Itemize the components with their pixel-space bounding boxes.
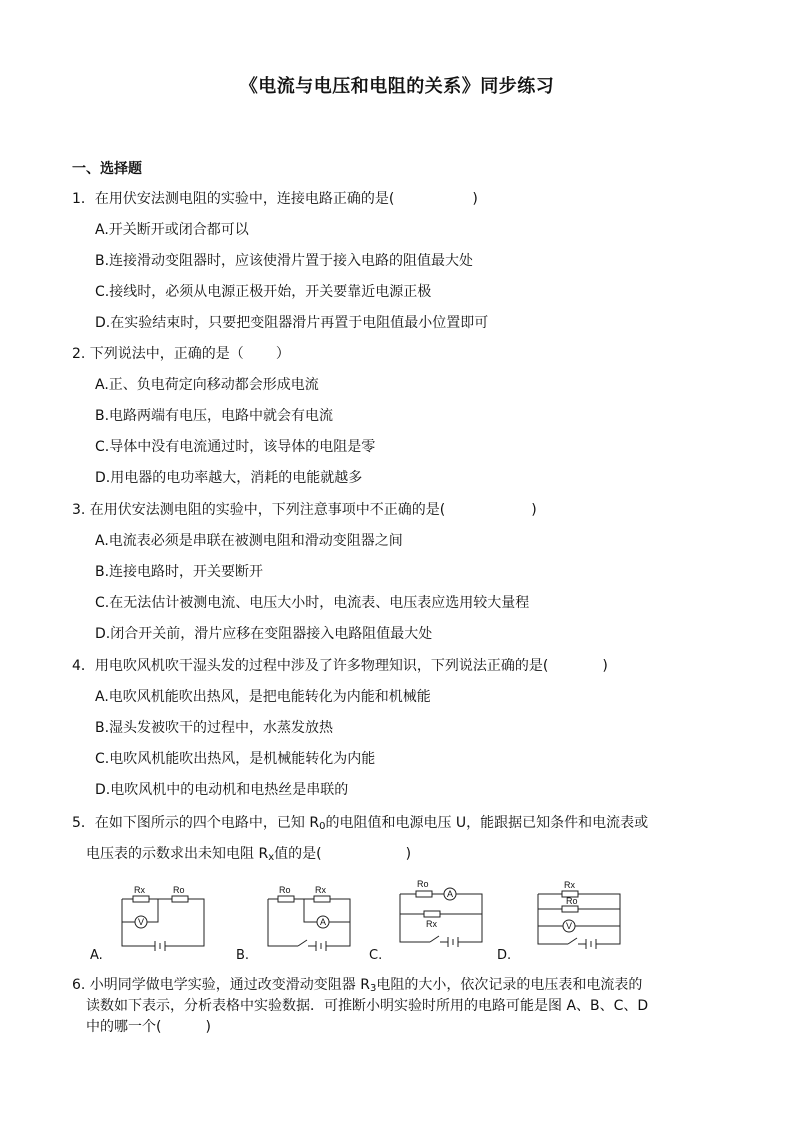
question-2-option-c: C.导体中没有电流通过时，该导体的电阻是零 [95,439,376,455]
page-title: 《电流与电压和电阻的关系》同步练习 [239,76,555,97]
circuit-b-diagram [264,884,359,952]
question-1-option-d: D.在实验结束时，只要把变阻器滑片再置于电阻值最小位置即可 [95,315,489,331]
circuit-a-diagram [118,884,213,952]
question-4-option-c: C.电吹风机能吹出热风，是机械能转化为内能 [95,751,376,767]
circuit-d-rx-label: Rx [564,880,575,890]
question-2-option-b: B.电路两端有电压，电路中就会有电流 [95,408,334,424]
question-1-option-c: C.接线时，必须从电源正极开始，开关要靠近电源正极 [95,284,432,300]
circuit-c-diagram [396,876,491,952]
circuit-a-voltmeter-label: V [138,917,145,927]
question-3-option-c: C.在无法估计被测电流、电压大小时，电流表、电压表应选用较大量程 [95,595,530,611]
question-4-option-b: B.湿头发被吹干的过程中，水蒸发放热 [95,720,334,736]
circuit-c-rx-label: Rx [426,919,437,929]
question-1-option-a: A.开关断开或闭合都可以 [95,222,249,238]
question-6-stem-line-3: 中的哪一个( ) [86,1019,211,1035]
question-2-option-a: A.正、负电荷定向移动都会形成电流 [95,377,319,393]
question-5-stem-line-2: 电压表的示数求出未知电阻 $R_x$值的是( ) [86,846,412,863]
circuit-d-diagram [534,880,629,952]
circuit-a-rx-label: Rx [134,885,145,895]
question-2-option-d: D.用电器的电功率越大，消耗的电能就越多 [95,470,363,486]
circuit-a-ro-label: Ro [173,885,185,895]
circuit-d-ro-label: Ro [566,896,578,906]
question-3-option-d: D.闭合开关前，滑片应移在变阻器接入电路阻值最大处 [95,626,433,642]
circuit-d-voltmeter-label: V [566,921,573,931]
question-4-option-a: A.电吹风机能吹出热风，是把电能转化为内能和机械能 [95,689,431,705]
circuit-c-ammeter-label: A [447,889,454,899]
circuit-b-rx-label: Rx [315,885,326,895]
circuit-b-ro-label: Ro [279,885,291,895]
question-3-option-a: A.电流表必须是串联在被测电阻和滑动变阻器之间 [95,533,403,549]
question-3-option-b: B.连接电路时，开关要断开 [95,564,264,580]
question-3-stem: 3. 在用伏安法测电阻的实验中，下列注意事项中不正确的是( ) [72,502,537,518]
question-4-stem: 4．用电吹风机吹干湿头发的过程中涉及了许多物理知识，下列说法正确的是( ) [72,658,608,674]
circuit-a-label: A. [90,948,103,963]
question-6-stem-line-1: 6. 小明同学做电学实验，通过改变滑动变阻器 $R_3$电阻的大小，依次记录的电压表和电流表的 [72,977,643,994]
circuit-b-label: B. [236,948,250,963]
circuit-d-label: D. [497,948,512,963]
circuit-b-ammeter-label: A [320,917,327,927]
question-1-stem: 1．在用伏安法测电阻的实验中，连接电路正确的是( ) [72,191,478,207]
question-5-stem-line-1: 5．在如下图所示的四个电路中，已知 $R_0$的电阻值和电源电压 U，能跟据已知条件和电流表或 [72,815,649,832]
question-2-stem: 2. 下列说法中，正确的是（ ） [72,346,290,362]
question-6-stem-line-2: 读数如下表示，分析表格中实验数据．可推断小明实验时所用的电路可能是图 A、B、C、D [86,998,649,1014]
question-1-option-b: B.连接滑动变阻器时，应该使滑片置于接入电路的阻值最大处 [95,253,474,269]
question-4-option-d: D.电吹风机中的电动机和电热丝是串联的 [95,782,349,798]
section-heading: 一、选择题 [72,161,142,177]
circuit-c-label: C. [369,948,383,963]
circuit-c-ro-label: Ro [417,879,429,889]
